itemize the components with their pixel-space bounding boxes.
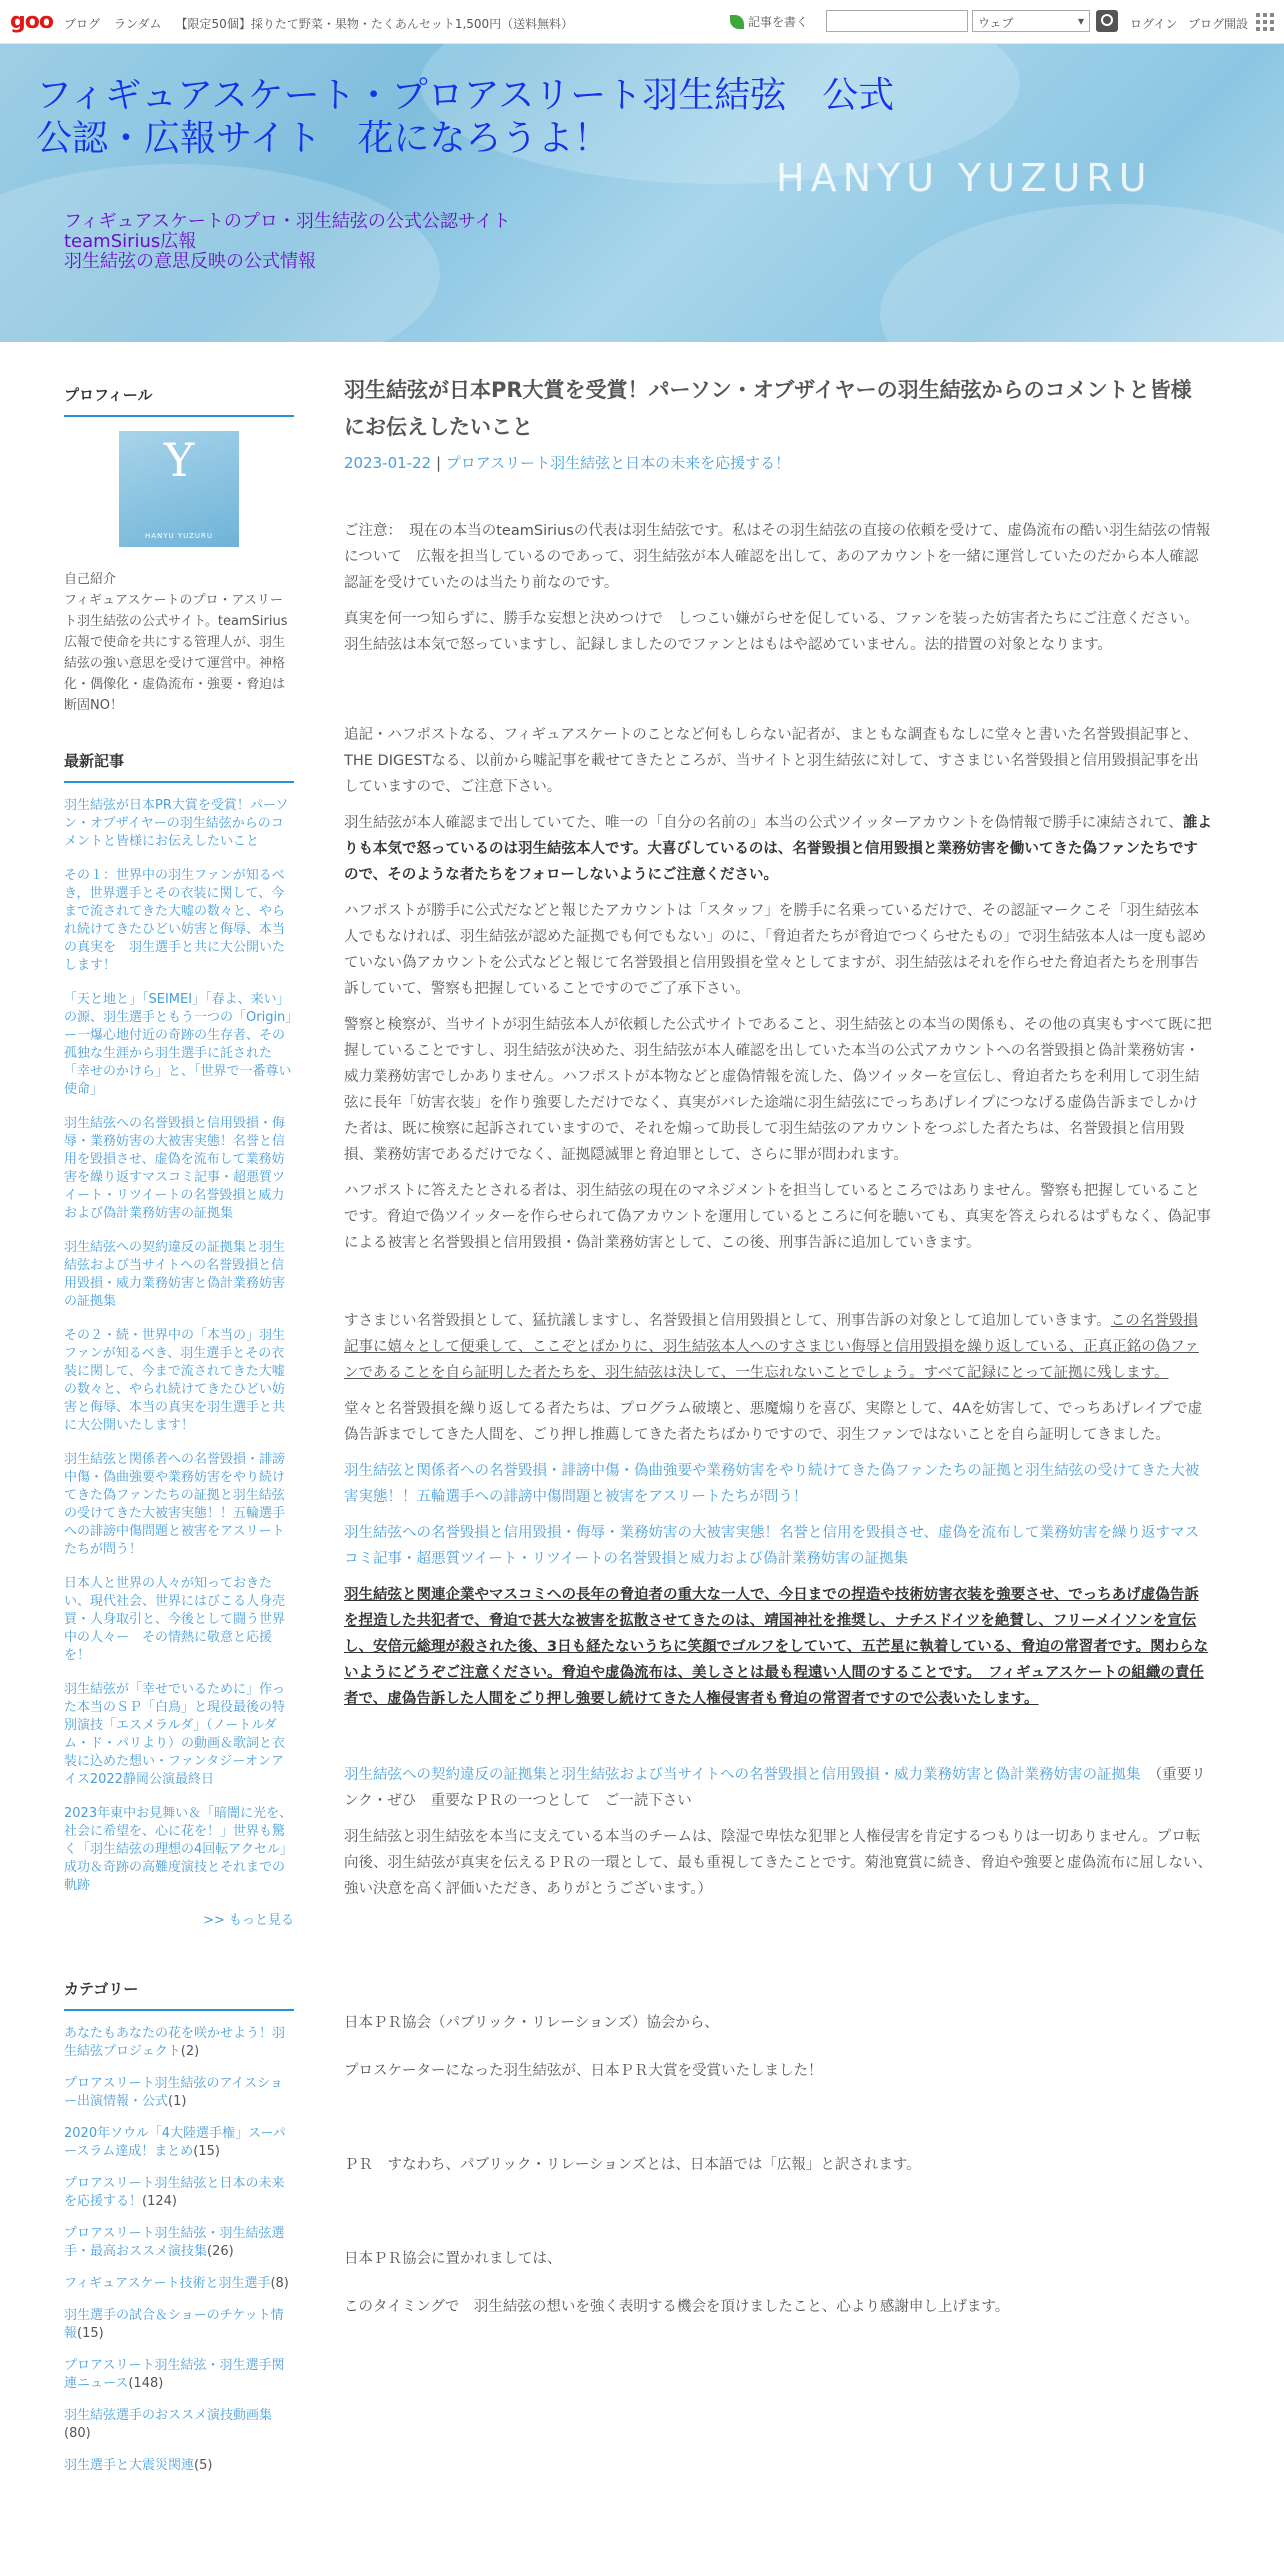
category-link[interactable]: プロアスリート羽生結弦・羽生選手関連ニュース(148) xyxy=(64,2358,285,2391)
nav-random[interactable]: ランダム xyxy=(114,17,162,31)
recent-post-link[interactable]: 羽生結弦への契約違反の証拠集と羽生結弦および当サイトへの名誉毀損と信用毀損・威力業務妨害と偽計業務妨害の証拠集 xyxy=(64,1240,286,1309)
recent-post-link[interactable]: 羽生結弦が「幸せでいるために」作った本当のＳＰ「白鳥」と現役最後の特別演技「エスメラルダ」（ノートルダム・ド・パリより）の動画＆歌詞と衣装に込めた想い・ファンタジーオンアイス2022静岡公演最終日 xyxy=(64,1682,286,1787)
post-paragraph: 追記・ハフポストなる、フィギュアスケートのことなど何もしらない記者が、まともな調査もなしに堂々と書いた名誉毀損記事と、THE DIGESTなる、以前から嘘記事を載せてきたところが、当サイトと羽生結弦に対して、すさまじい名誉毀損と信用毀損記事を出していますので、ご注意下さい。 xyxy=(344,727,1199,795)
post-paragraph: ご注意： 現在の本当のteamSiriusの代表は羽生結弦です。私はその羽生結弦の直接の依頼を受けて、虚偽流布の酷い羽生結弦の情報について 広報を担当しているのであって、羽生結弦が本人確認を出して、あのアカウントを一緒に運営していたのだから本人確認認証を受けていたのは当たり前なのです。 xyxy=(344,523,1211,591)
write-post-label: 記事を書く xyxy=(748,15,809,29)
post-paragraph: 警察と検察が、当サイトが羽生結弦本人が依頼した公式サイトであること、羽生結弦との本当の関係も、その他の真実もすべて既に把握していることですし、羽生結弦が決めた、羽生結弦が本人確認を出していた本当の公式アカウントへの名誉毀損と偽計業務妨害・威力業務妨害でしかありません。ハフポストが本物などと虚偽情報を流した、偽ツイッターを宣伝し、脅迫者たちを利用して羽生結弦に長年「妨害衣装」を作り強要しただけでなく、真実がバレた途端に羽生結弦にでっちあげレイプにつなげる虚偽告訴までしかけた者は、既に検察に起訴されていますので、それを煽って助長して羽生結弦のアカウントをつぶした者たちは、名誉毀損と信用毀損、業務妨害であるだけでなく、証拠隠滅罪と脅迫罪として、さらに罪が問われます。 xyxy=(344,1017,1212,1163)
recent-post-link[interactable]: その２・続・世界中の「本当の」羽生ファンが知るべき、羽生選手とその衣装に関して、今まで流されてきた大嘘の数々と、やられ続けてきたひどい妨害と侮辱、本当の真実を羽生選手と共に大公開いたします！ xyxy=(64,1328,286,1433)
open-blog-link[interactable]: ブログ開設 xyxy=(1188,17,1249,31)
avatar-monogram-icon: Y xyxy=(163,433,195,487)
post-title[interactable]: 羽生結弦が日本PR大賞を受賞！パーソン・オブザイヤーの羽生結弦からのコメントと皆様にお伝えしたいこと xyxy=(344,378,1192,439)
apps-grid-icon[interactable] xyxy=(1256,13,1274,31)
recent-heading: 最新記事 xyxy=(64,752,294,783)
login-link[interactable]: ログイン xyxy=(1130,17,1178,31)
post-paragraph: 羽生結弦と羽生結弦を本当に支えている本当のチームは、陰湿で卑怯な犯罪と人権侵害を肯定するつもりは一切ありません。プロ転向後、羽生結弦が真実を伝えるＰＲの一環として、最も重視してきたことです。菊池寛賞に続き、脅迫や強要と虚偽流布に屈しない、強い決意を高く評価いただき、ありがとうございます。） xyxy=(344,1829,1212,1897)
post-paragraph: プロスケーターになった羽生結弦が、日本ＰＲ大賞を受賞いたしました！ xyxy=(344,2063,823,2079)
nav-promo[interactable]: 【限定50個】採りたて野菜・果物・たくあんセット1,500円（送料無料） xyxy=(175,17,574,31)
category-link[interactable]: あなたもあなたの花を咲かせよう！羽生結弦プロジェクト(2) xyxy=(64,2026,286,2059)
sidebar xyxy=(64,342,294,2489)
search-input[interactable] xyxy=(826,10,968,32)
profile-heading: プロフィール xyxy=(64,386,294,417)
post-date[interactable]: 2023-01-22 xyxy=(344,454,432,472)
recent-post-link[interactable]: 「天と地と」「SEIMEI」「春よ、来い」の源、羽生選手ともう一つの「Origin」ー一爆心地付近の奇跡の生存者、その孤独な生涯から羽生選手に託された「幸せのかけら」と、「世界で一番尊い使命」 xyxy=(64,992,292,1097)
recent-post-link[interactable]: 羽生結弦への名誉毀損と信用毀損・侮辱・業務妨害の大被害実態！名誉と信用を毀損させ、虚偽を流布して業務妨害を繰り返すマスコミ記事・超悪質ツイート・リツイートの名誉毀損と威力および偽計業務妨害の証拠集 xyxy=(64,1116,286,1221)
search-button[interactable] xyxy=(1096,10,1118,32)
category-link[interactable]: 羽生選手と大震災関連(5) xyxy=(64,2458,213,2473)
more-posts-link[interactable]: >> もっと見る xyxy=(203,1913,294,1928)
search-scope-select[interactable] xyxy=(972,10,1090,32)
post-text: （重要リンク・ぜひ 重要なＰＲの一つとして ご一読下さい xyxy=(344,1767,1206,1809)
blog-title[interactable]: フィギュアスケート・プロアスリート羽生結弦 公式公認・広報サイト 花になろうよ！ xyxy=(36,75,895,159)
post-underlined-text: この名誉毀損記事に嬉々として便乗して、ここぞとばかりに、羽生結弦本人へのすさまじい侮辱と信用毀損を繰り返している、正真正銘の偽ファンであることを自ら証明した者たちを、羽生結弦は決して、一生忘れないことでしょう。すべて記録にとって証拠に残します。 xyxy=(344,1313,1199,1381)
post-paragraph: 日本ＰＲ協会に置かれましては、 xyxy=(344,2251,562,2267)
post-paragraph: ハフポストが勝手に公式だなどと報じたアカウントは「スタッフ」を勝手に名乗っているだけで、その認証マークこそ「羽生結弦本人でもなければ、羽生結弦が認めた証拠でも何でもない」のに、「脅迫者たちが脅迫でつくらせたもの」で羽生結弦本人は一度も認めていない偽アカウントを公式などと報じて名誉毀損と信用毀損を堂々としてますが、羽生結弦はそれを作らせた脅迫者たちを刑事告訴していて、警察も把握していることですのでご了承下さい。 xyxy=(344,903,1207,997)
post-paragraph: 真実を何一つ知らずに、勝手な妄想と決めつけで しつこい嫌がらせを促している、ファンを装った妨害者たちにご注意ください。羽生結弦は本気で怒っていますし、記録しましたのでファンとはもはや認めていません。法的措置の対象となります。 xyxy=(344,611,1199,653)
top-nav xyxy=(64,15,573,32)
recent-posts xyxy=(64,797,294,1895)
post-warning-paragraph: 羽生結弦と関連企業やマスコミへの長年の脅迫者の重大な一人で、今日までの捏造や技術妨害衣装を強要させ、でっちあげ虚偽告訴を捏造した共犯者で、脅迫で甚大な被害を拡散させてきたのは、靖国神社を推奨し、ナチスドイツを絶賛し、フリーメイソンを宣伝し、安倍元総理が殺された後、3日も経たないうちに笑顔でゴルフをしていて、五芒星に執着している、脅迫の常習者です。関わらないようにどうぞご注意ください。脅迫や虚偽流布は、美しさとは最も程遠い人間のすることです。 フィギュアスケートの組織の責任者で、虚偽告訴した人間をごり押し強要し続けてきた人権侵害者も脅迫の常習者ですので公表いたします。 xyxy=(344,1587,1209,1707)
avatar[interactable] xyxy=(119,431,239,547)
category-link[interactable]: 2020年ソウル「4大陸選手権」スーパースラム達成！まとめ(15) xyxy=(64,2126,286,2159)
meta-separator: | xyxy=(431,454,446,472)
category-list xyxy=(64,2025,294,2475)
post-bold-text: 誰よりも本気で怒っているのは羽生結弦本人です。大喜びしているのは、名誉毀損と信用毀損と業務妨害を働いてきた偽ファンたちですので、そのような者たちをフォローしないようにご注意ください。 xyxy=(344,815,1212,883)
category-link[interactable]: プロアスリート羽生結弦・羽生結弦選手・最高おススメ演技集(26) xyxy=(64,2226,285,2259)
post-paragraph: ＰＲ すなわち、パブリック・リレーションズとは、日本語では「広報」と訳されます。 xyxy=(344,2157,921,2173)
leaf-icon xyxy=(730,15,744,29)
top-bar xyxy=(0,0,1284,44)
post-paragraph xyxy=(344,1762,1212,1814)
related-article-link[interactable]: 羽生結弦への契約違反の証拠集と羽生結弦および当サイトへの名誉毀損と信用毀損・威力業務妨害と偽計業務妨害の証拠集 xyxy=(344,1767,1141,1783)
related-article-link[interactable]: 羽生結弦と関係者への名誉毀損・誹謗中傷・偽曲強要や業務妨害をやり続けてきた偽ファンたちの証拠と羽生結弦の受けてきた大被害実態！！五輪選手への誹謗中傷問題と被害をアスリートたちが問う！ xyxy=(344,1463,1200,1505)
category-link[interactable]: 羽生結弦選手のおススメ演技動画集(80) xyxy=(64,2408,273,2441)
tagline-line: フィギュアスケートのプロ・羽生結弦の公式公認サイト xyxy=(64,211,511,232)
post-category-link[interactable]: プロアスリート羽生結弦と日本の未来を応援する！ xyxy=(445,454,791,472)
tagline-line: teamSirius広報 xyxy=(64,231,197,252)
header-brand-text: HANYU YUZURU xyxy=(776,156,1153,200)
category-link[interactable]: プロアスリート羽生結弦のアイスショー出演情報・公式(1) xyxy=(64,2076,283,2109)
recent-post-link[interactable]: 日本人と世界の人々が知っておきたい、現代社会、世界にはびこる人身売買・人身取引と、今後として闘う世界中の人々ー その情熱に敬意と応援を！ xyxy=(64,1576,286,1663)
recent-post-link[interactable]: 羽生結弦と関係者への名誉毀損・誹謗中傷・偽曲強要や業務妨害をやり続けてきた偽ファンたちの証拠と羽生結弦の受けてきた大被害実態！！五輪選手への誹謗中傷問題と被害をアスリートたちが問う！ xyxy=(64,1452,286,1557)
main-article xyxy=(344,342,1212,2330)
write-post-link[interactable] xyxy=(730,13,808,30)
profile-text: 自己紹介 フィギュアスケートのプロ・アスリート羽生結弦の公式サイト。teamSirius広報で使命を共にする管理人が、羽生結弦の強い意思を受けて運営中。神格化・偶像化・虚偽流布・強要・脅迫は断固NO！ xyxy=(64,572,288,713)
recent-post-link[interactable]: 2023年東中お見舞い＆「暗闇に光を、社会に希望を、心に花を！」世界も驚く「羽生結弦の理想の4回転アクセル」成功＆奇跡の高難度演技とそれまでの軌跡 xyxy=(64,1806,293,1893)
blog-tagline xyxy=(64,212,511,272)
post-text: 羽生結弦が本人確認まで出していてた、唯一の「自分の名前の」本当の公式ツイッターアカウントを偽情報で勝手に凍結されて、 xyxy=(344,815,1183,831)
nav-blog[interactable]: ブログ xyxy=(64,17,101,31)
related-article-link[interactable]: 羽生結弦への名誉毀損と信用毀損・侮辱・業務妨害の大被害実態！名誉と信用を毀損させ、虚偽を流布して業務妨害を繰り返すマスコミ記事・超悪質ツイート・リツイートの名誉毀損と威力および偽計業務妨害の証拠集 xyxy=(344,1525,1200,1567)
chevron-down-icon: ▾ xyxy=(1077,14,1084,28)
post-text: すさまじい名誉毀損として、猛抗議しますし、名誉毀損と信用毀損として、刑事告訴の対象として追加していきます。 xyxy=(344,1313,1111,1329)
category-heading: カテゴリー xyxy=(64,1980,294,2011)
category-link[interactable]: フィギュアスケート技術と羽生選手(8) xyxy=(64,2276,289,2291)
post-paragraph xyxy=(344,810,1212,888)
recent-post-link[interactable]: その１：世界中の羽生ファンが知るべき，世界選手とその衣装に関して、今まで流されてきた大嘘の数々と、やられ続けてきたひどい妨害と侮辱、本当の真実を 羽生選手と共に大公開いたします！ xyxy=(64,868,286,973)
post-paragraph xyxy=(344,1308,1212,1386)
post-paragraph: このタイミングで 羽生結弦の想いを強く表明する機会を頂けましたこと、心より感謝申し上げます。 xyxy=(344,2299,1010,2315)
avatar-text: HANYU YUZURU xyxy=(144,532,214,540)
tagline-line: 羽生結弦の意思反映の公式情報 xyxy=(64,251,316,272)
post-paragraph: 日本ＰＲ協会（パブリック・リレーションズ）協会から、 xyxy=(344,2015,719,2031)
post-meta xyxy=(344,450,1212,476)
category-link[interactable]: 羽生選手の試合＆ショーのチケット情報(15) xyxy=(64,2308,284,2341)
search-scope-value: ウェブ xyxy=(978,16,1014,30)
category-link[interactable]: プロアスリート羽生結弦と日本の未来を応援する！(124) xyxy=(64,2176,285,2209)
goo-logo[interactable]: goo xyxy=(10,9,53,34)
blog-header xyxy=(0,44,1284,342)
recent-post-link[interactable]: 羽生結弦が日本PR大賞を受賞！パーソン・オブザイヤーの羽生結弦からのコメントと皆様にお伝えしたいこと xyxy=(64,798,289,849)
post-paragraph: 堂々と名誉毀損を繰り返してる者たちは、プログラム破壊と、悪魔煽りを喜び、実際として、4Aを妨害して、でっちあげレイプで虚偽告訴までしてきた人間を、ごり押し推薦してきた者たちばかりですので、羽生ファンではないことを自ら証明してきました。 xyxy=(344,1401,1203,1443)
post-paragraph: ハフポストに答えたとされる者は、羽生結弦の現在のマネジメントを担当しているところではありません。警察も把握していることです。脅迫で偽ツイッターを作らせられて偽アカウントを運用しているところに何を聴いても、真実を答えられるはずもなく、偽記事による被害と名誉毀損と信用毀損・偽計業務妨害として、この後、刑事告訴に追加していきます。 xyxy=(344,1183,1211,1251)
